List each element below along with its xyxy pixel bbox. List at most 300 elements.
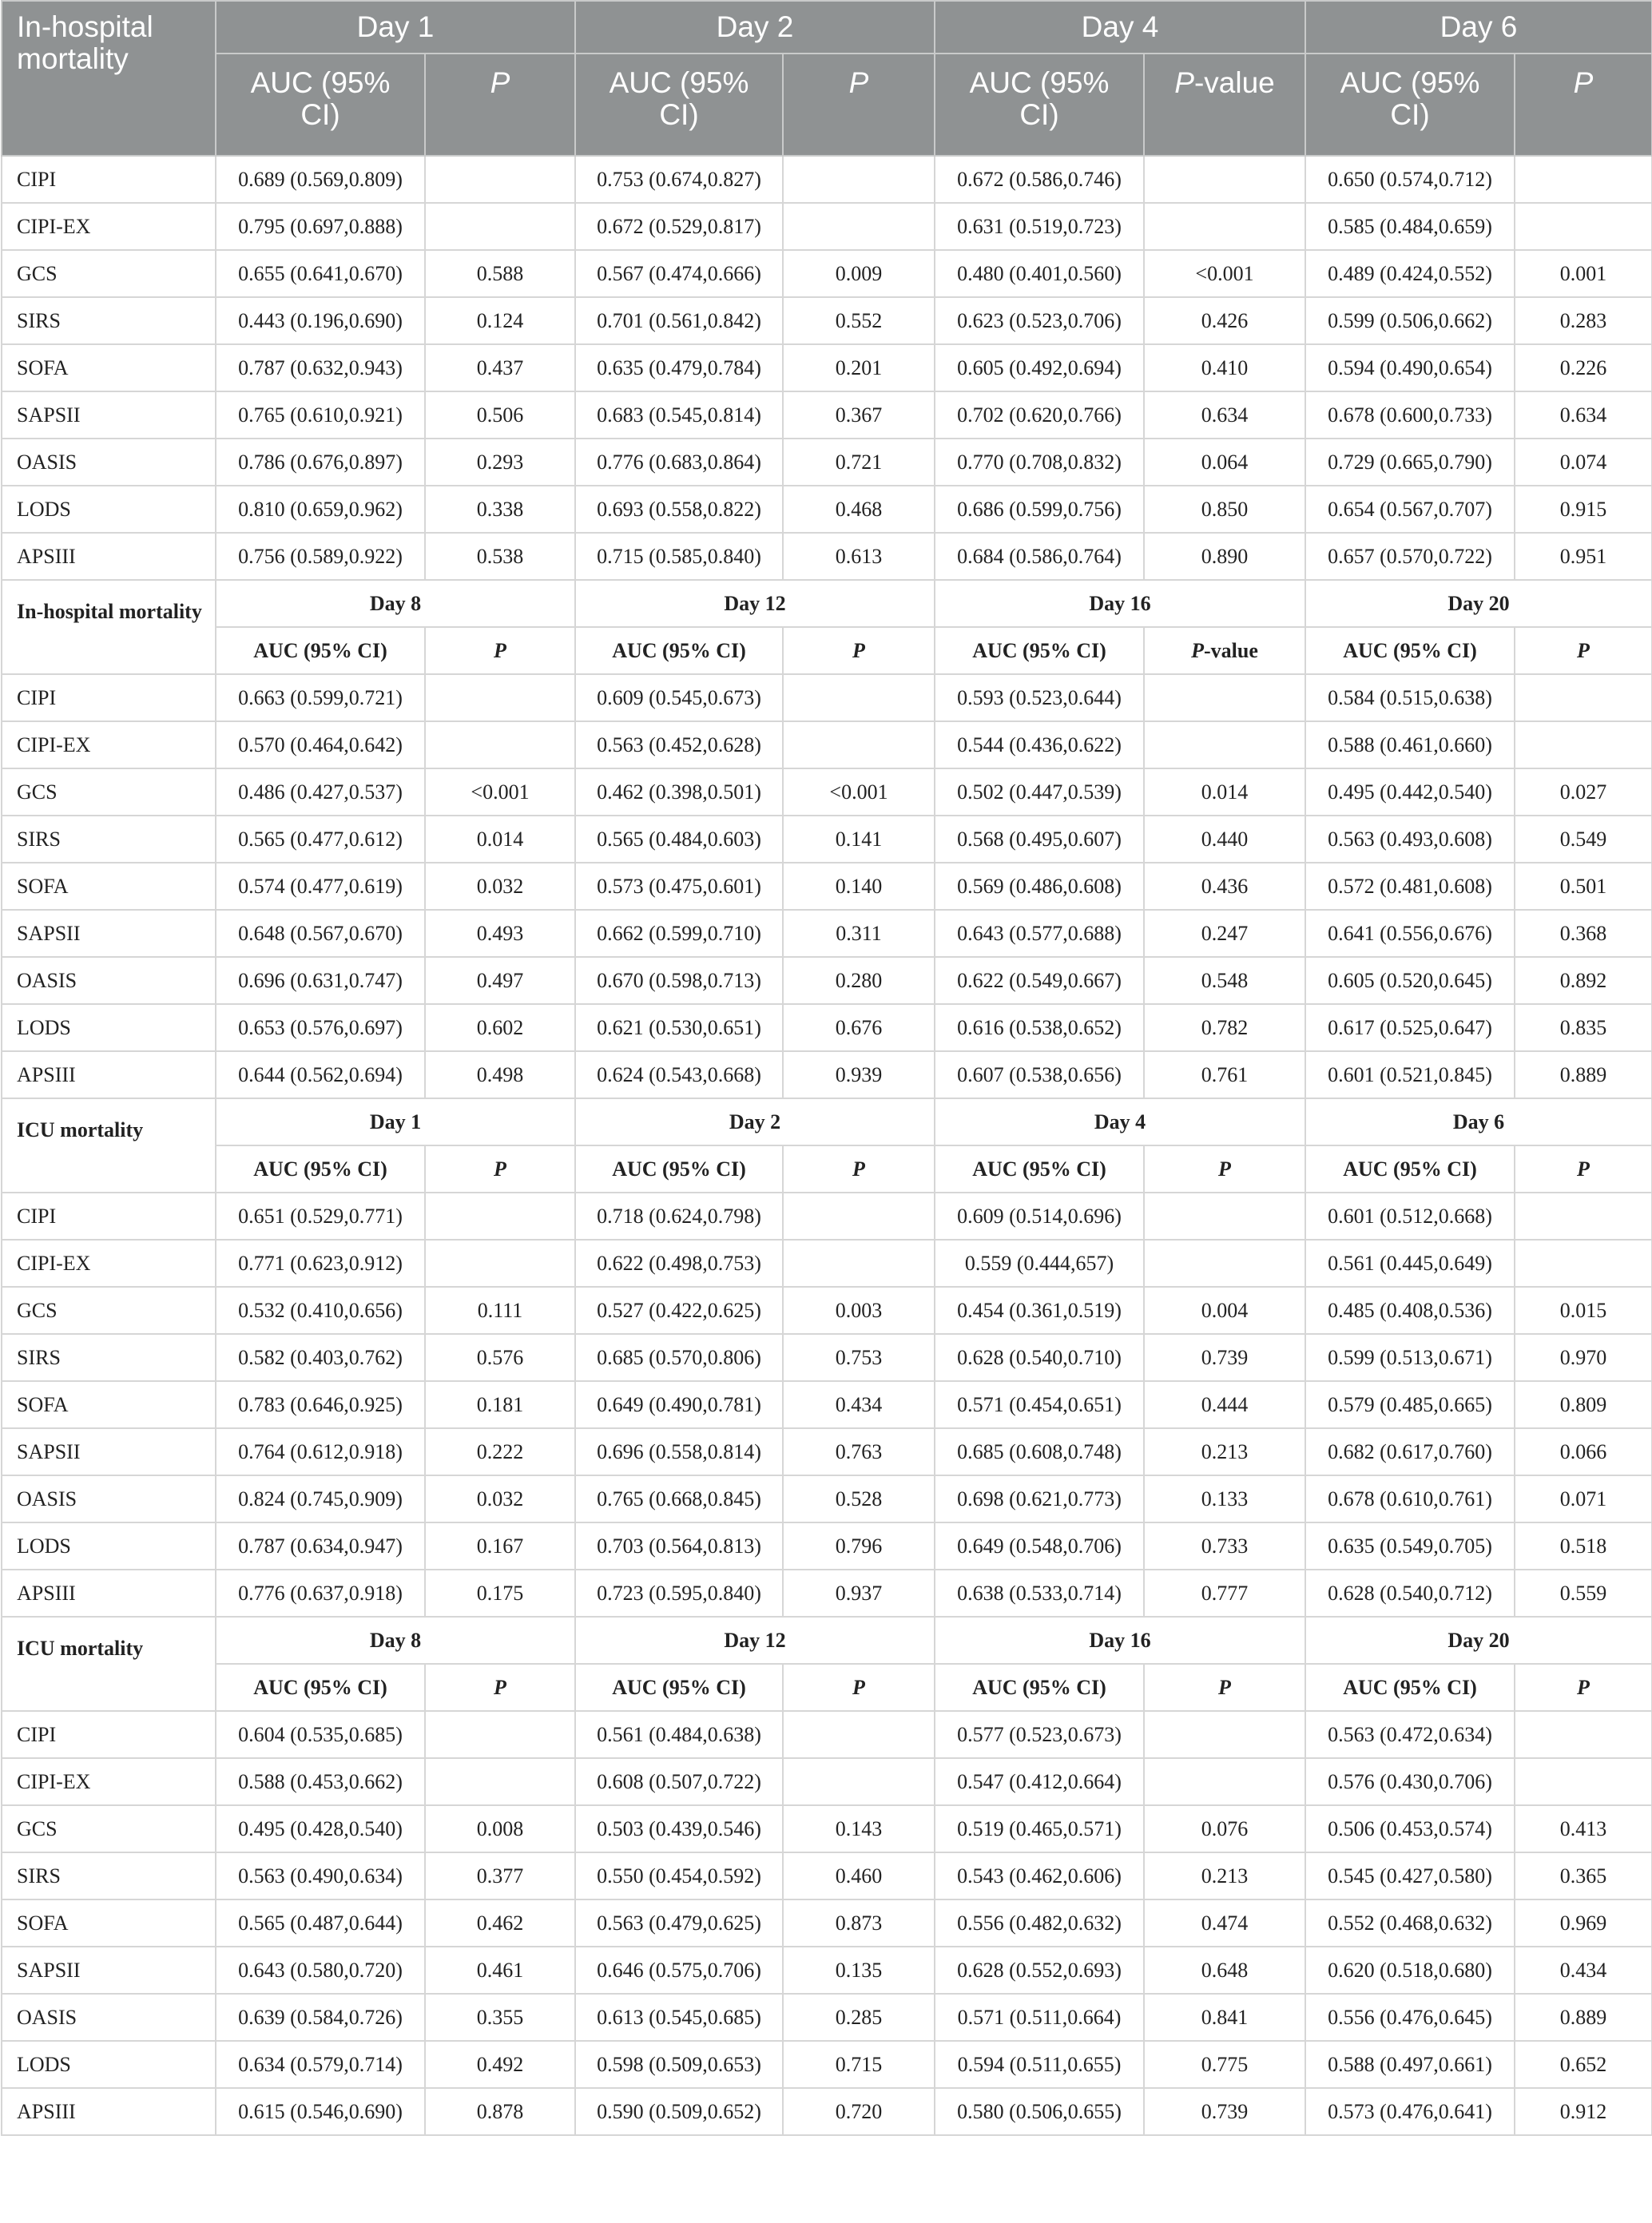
section-auc-label: AUC (95% CI) bbox=[935, 1145, 1144, 1193]
header-auc: AUC (95% CI) bbox=[1305, 54, 1515, 156]
table-row bbox=[2, 1193, 1652, 1240]
section-p-label: P bbox=[425, 1664, 575, 1711]
p-value: 0.552 bbox=[783, 297, 935, 344]
auc-value: 0.639 (0.584,0.726) bbox=[216, 1994, 425, 2041]
table-body bbox=[2, 156, 1652, 2135]
p-value: 0.889 bbox=[1515, 1994, 1652, 2041]
p-value: 0.915 bbox=[1515, 486, 1652, 533]
p-value bbox=[1144, 1758, 1305, 1805]
metric-name: APSIII bbox=[2, 1570, 216, 1617]
auc-value: 0.643 (0.580,0.720) bbox=[216, 1947, 425, 1994]
auc-value: 0.495 (0.428,0.540) bbox=[216, 1805, 425, 1852]
metric-name: LODS bbox=[2, 1004, 216, 1051]
header-day: Day 6 bbox=[1305, 1, 1652, 54]
p-value: 0.634 bbox=[1515, 391, 1652, 439]
section-auc-label: AUC (95% CI) bbox=[216, 1664, 425, 1711]
p-value bbox=[425, 1193, 575, 1240]
section-title: ICU mortality bbox=[2, 1098, 216, 1193]
p-value bbox=[783, 156, 935, 203]
auc-value: 0.689 (0.569,0.809) bbox=[216, 156, 425, 203]
p-value: 0.939 bbox=[783, 1051, 935, 1098]
auc-value: 0.683 (0.545,0.814) bbox=[575, 391, 783, 439]
auc-value: 0.568 (0.495,0.607) bbox=[935, 816, 1144, 863]
p-value: 0.588 bbox=[425, 250, 575, 297]
p-value: 0.426 bbox=[1144, 297, 1305, 344]
auc-value: 0.604 (0.535,0.685) bbox=[216, 1711, 425, 1758]
auc-value: 0.547 (0.412,0.664) bbox=[935, 1758, 1144, 1805]
auc-value: 0.634 (0.579,0.714) bbox=[216, 2041, 425, 2088]
p-value bbox=[1515, 1758, 1652, 1805]
section-p-label: P bbox=[425, 627, 575, 674]
metric-name: SAPSII bbox=[2, 910, 216, 957]
table-row bbox=[2, 439, 1652, 486]
auc-value: 0.609 (0.545,0.673) bbox=[575, 674, 783, 721]
auc-value: 0.567 (0.474,0.666) bbox=[575, 250, 783, 297]
p-value: 0.032 bbox=[425, 863, 575, 910]
p-value bbox=[783, 1193, 935, 1240]
metric-name: SAPSII bbox=[2, 1428, 216, 1475]
p-value: 0.133 bbox=[1144, 1475, 1305, 1522]
auc-value: 0.616 (0.538,0.652) bbox=[935, 1004, 1144, 1051]
p-value: 0.841 bbox=[1144, 1994, 1305, 2041]
auc-value: 0.486 (0.427,0.537) bbox=[216, 768, 425, 816]
p-value: 0.461 bbox=[425, 1947, 575, 1994]
p-value: 0.613 bbox=[783, 533, 935, 580]
p-value: 0.937 bbox=[783, 1570, 935, 1617]
p-value: 0.222 bbox=[425, 1428, 575, 1475]
p-value: 0.338 bbox=[425, 486, 575, 533]
p-value: 0.003 bbox=[783, 1287, 935, 1334]
section-header-columns bbox=[2, 1664, 1652, 1711]
p-value: 0.071 bbox=[1515, 1475, 1652, 1522]
table-row bbox=[2, 1852, 1652, 1899]
auc-value: 0.532 (0.410,0.656) bbox=[216, 1287, 425, 1334]
auc-value: 0.561 (0.445,0.649) bbox=[1305, 1240, 1515, 1287]
p-value: 0.549 bbox=[1515, 816, 1652, 863]
metric-name: CIPI bbox=[2, 1711, 216, 1758]
auc-value: 0.563 (0.452,0.628) bbox=[575, 721, 783, 768]
p-value: 0.912 bbox=[1515, 2088, 1652, 2135]
section-auc-label: AUC (95% CI) bbox=[216, 1145, 425, 1193]
auc-value: 0.572 (0.481,0.608) bbox=[1305, 863, 1515, 910]
section-auc-label: AUC (95% CI) bbox=[935, 1664, 1144, 1711]
auc-value: 0.686 (0.599,0.756) bbox=[935, 486, 1144, 533]
p-value: 0.001 bbox=[1515, 250, 1652, 297]
auc-value: 0.573 (0.475,0.601) bbox=[575, 863, 783, 910]
p-value: 0.782 bbox=[1144, 1004, 1305, 1051]
auc-value: 0.565 (0.487,0.644) bbox=[216, 1899, 425, 1947]
section-day: Day 12 bbox=[575, 580, 935, 627]
header-row-label: In-hospital mortality bbox=[2, 1, 216, 156]
auc-value: 0.631 (0.519,0.723) bbox=[935, 203, 1144, 250]
header-auc: AUC (95% CI) bbox=[216, 54, 425, 156]
section-auc-label: AUC (95% CI) bbox=[1305, 1145, 1515, 1193]
auc-value: 0.628 (0.552,0.693) bbox=[935, 1947, 1144, 1994]
section-auc-label: AUC (95% CI) bbox=[216, 627, 425, 674]
metric-name: APSIII bbox=[2, 533, 216, 580]
section-auc-label: AUC (95% CI) bbox=[575, 1145, 783, 1193]
p-value bbox=[1144, 1711, 1305, 1758]
p-value bbox=[425, 721, 575, 768]
auc-value: 0.574 (0.477,0.619) bbox=[216, 863, 425, 910]
auc-value: 0.776 (0.637,0.918) bbox=[216, 1570, 425, 1617]
auc-value: 0.787 (0.632,0.943) bbox=[216, 344, 425, 391]
auc-value: 0.556 (0.476,0.645) bbox=[1305, 1994, 1515, 2041]
p-value: 0.763 bbox=[783, 1428, 935, 1475]
metric-name: OASIS bbox=[2, 1994, 216, 2041]
auc-value: 0.607 (0.538,0.656) bbox=[935, 1051, 1144, 1098]
p-value bbox=[1144, 156, 1305, 203]
section-day: Day 6 bbox=[1305, 1098, 1652, 1145]
auc-value: 0.643 (0.577,0.688) bbox=[935, 910, 1144, 957]
p-value: 0.538 bbox=[425, 533, 575, 580]
auc-value: 0.582 (0.403,0.762) bbox=[216, 1334, 425, 1381]
p-value: 0.501 bbox=[1515, 863, 1652, 910]
metric-name: CIPI-EX bbox=[2, 1240, 216, 1287]
section-title: In-hospital mortality bbox=[2, 580, 216, 674]
section-auc-label: AUC (95% CI) bbox=[935, 627, 1144, 674]
p-value: 0.739 bbox=[1144, 2088, 1305, 2135]
auc-value: 0.443 (0.196,0.690) bbox=[216, 297, 425, 344]
p-value: 0.474 bbox=[1144, 1899, 1305, 1947]
auc-value: 0.590 (0.509,0.652) bbox=[575, 2088, 783, 2135]
auc-value: 0.454 (0.361,0.519) bbox=[935, 1287, 1144, 1334]
p-value: 0.634 bbox=[1144, 391, 1305, 439]
table-row bbox=[2, 957, 1652, 1004]
auc-value: 0.685 (0.608,0.748) bbox=[935, 1428, 1144, 1475]
p-value: 0.175 bbox=[425, 1570, 575, 1617]
p-value: 0.247 bbox=[1144, 910, 1305, 957]
auc-value: 0.715 (0.585,0.840) bbox=[575, 533, 783, 580]
table-row bbox=[2, 816, 1652, 863]
auc-value: 0.787 (0.634,0.947) bbox=[216, 1522, 425, 1570]
p-value: 0.008 bbox=[425, 1805, 575, 1852]
p-value: 0.064 bbox=[1144, 439, 1305, 486]
auc-value: 0.480 (0.401,0.560) bbox=[935, 250, 1144, 297]
p-value: 0.201 bbox=[783, 344, 935, 391]
p-value bbox=[1144, 1193, 1305, 1240]
metric-name: OASIS bbox=[2, 1475, 216, 1522]
auc-value: 0.599 (0.506,0.662) bbox=[1305, 297, 1515, 344]
p-value: 0.413 bbox=[1515, 1805, 1652, 1852]
auc-value: 0.608 (0.507,0.722) bbox=[575, 1758, 783, 1805]
auc-value: 0.506 (0.453,0.574) bbox=[1305, 1805, 1515, 1852]
auc-value: 0.776 (0.683,0.864) bbox=[575, 439, 783, 486]
table-row bbox=[2, 1381, 1652, 1428]
auc-value: 0.580 (0.506,0.655) bbox=[935, 2088, 1144, 2135]
auc-value: 0.622 (0.549,0.667) bbox=[935, 957, 1144, 1004]
p-value bbox=[1515, 721, 1652, 768]
metric-name: CIPI-EX bbox=[2, 203, 216, 250]
header-auc: AUC (95% CI) bbox=[575, 54, 783, 156]
table-row bbox=[2, 1004, 1652, 1051]
p-value bbox=[1515, 674, 1652, 721]
section-p-label: P bbox=[1515, 1664, 1652, 1711]
metric-name: SOFA bbox=[2, 1899, 216, 1947]
p-value: 0.066 bbox=[1515, 1428, 1652, 1475]
table-row bbox=[2, 863, 1652, 910]
p-value: 0.434 bbox=[783, 1381, 935, 1428]
header-p: P bbox=[1515, 54, 1652, 156]
p-value: 0.796 bbox=[783, 1522, 935, 1570]
auc-value: 0.621 (0.530,0.651) bbox=[575, 1004, 783, 1051]
auc-value: 0.561 (0.484,0.638) bbox=[575, 1711, 783, 1758]
table-row bbox=[2, 1711, 1652, 1758]
auc-value: 0.543 (0.462,0.606) bbox=[935, 1852, 1144, 1899]
p-value bbox=[783, 721, 935, 768]
p-value: 0.676 bbox=[783, 1004, 935, 1051]
auc-value: 0.824 (0.745,0.909) bbox=[216, 1475, 425, 1522]
p-value bbox=[1515, 1711, 1652, 1758]
auc-value: 0.765 (0.610,0.921) bbox=[216, 391, 425, 439]
metric-name: OASIS bbox=[2, 439, 216, 486]
section-title: ICU mortality bbox=[2, 1617, 216, 1711]
metric-name: SIRS bbox=[2, 816, 216, 863]
table-row bbox=[2, 250, 1652, 297]
p-value: 0.444 bbox=[1144, 1381, 1305, 1428]
auc-value: 0.810 (0.659,0.962) bbox=[216, 486, 425, 533]
auc-value: 0.613 (0.545,0.685) bbox=[575, 1994, 783, 2041]
header-row-days bbox=[2, 1, 1652, 54]
auc-value: 0.584 (0.515,0.638) bbox=[1305, 674, 1515, 721]
auc-value: 0.605 (0.492,0.694) bbox=[935, 344, 1144, 391]
p-value bbox=[425, 156, 575, 203]
auc-value: 0.588 (0.497,0.661) bbox=[1305, 2041, 1515, 2088]
table-row bbox=[2, 344, 1652, 391]
p-value: 0.648 bbox=[1144, 1947, 1305, 1994]
auc-value: 0.628 (0.540,0.710) bbox=[935, 1334, 1144, 1381]
auc-value: 0.544 (0.436,0.622) bbox=[935, 721, 1144, 768]
auc-value: 0.672 (0.529,0.817) bbox=[575, 203, 783, 250]
p-value: 0.576 bbox=[425, 1334, 575, 1381]
p-value: 0.311 bbox=[783, 910, 935, 957]
p-value bbox=[425, 1758, 575, 1805]
p-value: 0.715 bbox=[783, 2041, 935, 2088]
auc-value: 0.545 (0.427,0.580) bbox=[1305, 1852, 1515, 1899]
auc-value: 0.701 (0.561,0.842) bbox=[575, 297, 783, 344]
header-p: P-value bbox=[1144, 54, 1305, 156]
auc-value: 0.771 (0.623,0.912) bbox=[216, 1240, 425, 1287]
p-value: 0.111 bbox=[425, 1287, 575, 1334]
metric-name: CIPI-EX bbox=[2, 1758, 216, 1805]
p-value: 0.878 bbox=[425, 2088, 575, 2135]
auc-value: 0.678 (0.610,0.761) bbox=[1305, 1475, 1515, 1522]
p-value: 0.367 bbox=[783, 391, 935, 439]
section-day: Day 12 bbox=[575, 1617, 935, 1664]
auc-value: 0.462 (0.398,0.501) bbox=[575, 768, 783, 816]
table-row bbox=[2, 156, 1652, 203]
metric-name: CIPI bbox=[2, 1193, 216, 1240]
table-row bbox=[2, 203, 1652, 250]
metric-name: APSIII bbox=[2, 2088, 216, 2135]
auc-value: 0.670 (0.598,0.713) bbox=[575, 957, 783, 1004]
p-value bbox=[1515, 156, 1652, 203]
section-p-label: P bbox=[1515, 1145, 1652, 1193]
auc-value: 0.563 (0.493,0.608) bbox=[1305, 816, 1515, 863]
auc-value: 0.753 (0.674,0.827) bbox=[575, 156, 783, 203]
p-value: 0.775 bbox=[1144, 2041, 1305, 2088]
metric-name: SOFA bbox=[2, 1381, 216, 1428]
auc-value: 0.628 (0.540,0.712) bbox=[1305, 1570, 1515, 1617]
p-value: 0.873 bbox=[783, 1899, 935, 1947]
p-value: 0.559 bbox=[1515, 1570, 1652, 1617]
p-value: 0.434 bbox=[1515, 1947, 1652, 1994]
p-value bbox=[1144, 203, 1305, 250]
auc-value: 0.576 (0.430,0.706) bbox=[1305, 1758, 1515, 1805]
p-value: <0.001 bbox=[1144, 250, 1305, 297]
section-day: Day 4 bbox=[935, 1098, 1305, 1145]
metric-name: APSIII bbox=[2, 1051, 216, 1098]
p-value: 0.602 bbox=[425, 1004, 575, 1051]
auc-value: 0.609 (0.514,0.696) bbox=[935, 1193, 1144, 1240]
section-day: Day 2 bbox=[575, 1098, 935, 1145]
auc-value: 0.565 (0.477,0.612) bbox=[216, 816, 425, 863]
auc-value: 0.663 (0.599,0.721) bbox=[216, 674, 425, 721]
auc-value: 0.615 (0.546,0.690) bbox=[216, 2088, 425, 2135]
metric-name: SIRS bbox=[2, 1334, 216, 1381]
p-value: 0.141 bbox=[783, 816, 935, 863]
auc-value: 0.651 (0.529,0.771) bbox=[216, 1193, 425, 1240]
table-row bbox=[2, 721, 1652, 768]
auc-value: 0.783 (0.646,0.925) bbox=[216, 1381, 425, 1428]
p-value: 0.014 bbox=[425, 816, 575, 863]
p-value: 0.283 bbox=[1515, 297, 1652, 344]
auc-value: 0.698 (0.621,0.773) bbox=[935, 1475, 1144, 1522]
metric-name: CIPI bbox=[2, 674, 216, 721]
auc-value: 0.702 (0.620,0.766) bbox=[935, 391, 1144, 439]
auc-value: 0.685 (0.570,0.806) bbox=[575, 1334, 783, 1381]
section-auc-label: AUC (95% CI) bbox=[1305, 627, 1515, 674]
auc-value: 0.672 (0.586,0.746) bbox=[935, 156, 1144, 203]
p-value: 0.460 bbox=[783, 1852, 935, 1899]
metric-name: GCS bbox=[2, 1287, 216, 1334]
auc-value: 0.489 (0.424,0.552) bbox=[1305, 250, 1515, 297]
header-row-columns bbox=[2, 54, 1652, 156]
auc-value: 0.655 (0.641,0.670) bbox=[216, 250, 425, 297]
auc-value: 0.594 (0.511,0.655) bbox=[935, 2041, 1144, 2088]
p-value: 0.293 bbox=[425, 439, 575, 486]
p-value: 0.652 bbox=[1515, 2041, 1652, 2088]
p-value: 0.528 bbox=[783, 1475, 935, 1522]
p-value: 0.167 bbox=[425, 1522, 575, 1570]
section-header-days bbox=[2, 1617, 1652, 1664]
header-p: P bbox=[425, 54, 575, 156]
table-row bbox=[2, 297, 1652, 344]
auc-value: 0.570 (0.464,0.642) bbox=[216, 721, 425, 768]
auc-value: 0.723 (0.595,0.840) bbox=[575, 1570, 783, 1617]
metric-name: SAPSII bbox=[2, 391, 216, 439]
p-value bbox=[425, 1240, 575, 1287]
auc-value: 0.599 (0.513,0.671) bbox=[1305, 1334, 1515, 1381]
section-day: Day 20 bbox=[1305, 580, 1652, 627]
section-header-columns bbox=[2, 1145, 1652, 1193]
auc-value: 0.573 (0.476,0.641) bbox=[1305, 2088, 1515, 2135]
p-value: 0.761 bbox=[1144, 1051, 1305, 1098]
auc-value: 0.786 (0.676,0.897) bbox=[216, 439, 425, 486]
p-value bbox=[1144, 1240, 1305, 1287]
auc-value: 0.644 (0.562,0.694) bbox=[216, 1051, 425, 1098]
table-row bbox=[2, 1334, 1652, 1381]
auc-comparison-table bbox=[1, 0, 1652, 2136]
p-value: 0.462 bbox=[425, 1899, 575, 1947]
table-row bbox=[2, 1947, 1652, 1994]
section-p-label: P bbox=[1144, 1145, 1305, 1193]
section-p-label: P bbox=[783, 1145, 935, 1193]
metric-name: SOFA bbox=[2, 863, 216, 910]
table-row bbox=[2, 1994, 1652, 2041]
p-value bbox=[783, 203, 935, 250]
section-p-label: P bbox=[783, 1664, 935, 1711]
table-row bbox=[2, 1758, 1652, 1805]
p-value: 0.014 bbox=[1144, 768, 1305, 816]
section-p-label: P bbox=[1515, 627, 1652, 674]
auc-value: 0.696 (0.558,0.814) bbox=[575, 1428, 783, 1475]
p-value: 0.492 bbox=[425, 2041, 575, 2088]
auc-value: 0.684 (0.586,0.764) bbox=[935, 533, 1144, 580]
metric-name: SAPSII bbox=[2, 1947, 216, 1994]
auc-value: 0.556 (0.482,0.632) bbox=[935, 1899, 1144, 1947]
auc-value: 0.622 (0.498,0.753) bbox=[575, 1240, 783, 1287]
table-row bbox=[2, 1428, 1652, 1475]
p-value: 0.280 bbox=[783, 957, 935, 1004]
auc-value: 0.693 (0.558,0.822) bbox=[575, 486, 783, 533]
auc-value: 0.598 (0.509,0.653) bbox=[575, 2041, 783, 2088]
p-value: 0.355 bbox=[425, 1994, 575, 2041]
auc-value: 0.605 (0.520,0.645) bbox=[1305, 957, 1515, 1004]
metric-name: GCS bbox=[2, 250, 216, 297]
section-header-days bbox=[2, 1098, 1652, 1145]
table-row bbox=[2, 486, 1652, 533]
p-value bbox=[1515, 1240, 1652, 1287]
p-value: 0.835 bbox=[1515, 1004, 1652, 1051]
p-value: 0.074 bbox=[1515, 439, 1652, 486]
auc-value: 0.641 (0.556,0.676) bbox=[1305, 910, 1515, 957]
section-day: Day 16 bbox=[935, 580, 1305, 627]
auc-value: 0.503 (0.439,0.546) bbox=[575, 1805, 783, 1852]
p-value: 0.004 bbox=[1144, 1287, 1305, 1334]
auc-value: 0.594 (0.490,0.654) bbox=[1305, 344, 1515, 391]
p-value bbox=[783, 1711, 935, 1758]
auc-value: 0.623 (0.523,0.706) bbox=[935, 297, 1144, 344]
table-row bbox=[2, 1475, 1652, 1522]
auc-value: 0.624 (0.543,0.668) bbox=[575, 1051, 783, 1098]
p-value: 0.951 bbox=[1515, 533, 1652, 580]
auc-value: 0.527 (0.422,0.625) bbox=[575, 1287, 783, 1334]
table-row bbox=[2, 2088, 1652, 2135]
metric-name: GCS bbox=[2, 768, 216, 816]
auc-value: 0.649 (0.548,0.706) bbox=[935, 1522, 1144, 1570]
auc-value: 0.646 (0.575,0.706) bbox=[575, 1947, 783, 1994]
auc-value: 0.601 (0.512,0.668) bbox=[1305, 1193, 1515, 1240]
p-value: 0.970 bbox=[1515, 1334, 1652, 1381]
auc-value: 0.563 (0.490,0.634) bbox=[216, 1852, 425, 1899]
auc-value: 0.585 (0.484,0.659) bbox=[1305, 203, 1515, 250]
auc-value: 0.620 (0.518,0.680) bbox=[1305, 1947, 1515, 1994]
auc-value: 0.565 (0.484,0.603) bbox=[575, 816, 783, 863]
p-value: 0.377 bbox=[425, 1852, 575, 1899]
auc-value: 0.729 (0.665,0.790) bbox=[1305, 439, 1515, 486]
auc-value: 0.601 (0.521,0.845) bbox=[1305, 1051, 1515, 1098]
section-day: Day 8 bbox=[216, 1617, 575, 1664]
auc-value: 0.682 (0.617,0.760) bbox=[1305, 1428, 1515, 1475]
auc-value: 0.569 (0.486,0.608) bbox=[935, 863, 1144, 910]
p-value bbox=[783, 1240, 935, 1287]
table-row bbox=[2, 1287, 1652, 1334]
auc-value: 0.571 (0.454,0.651) bbox=[935, 1381, 1144, 1428]
section-header-days bbox=[2, 580, 1652, 627]
section-day: Day 16 bbox=[935, 1617, 1305, 1664]
p-value: 0.969 bbox=[1515, 1899, 1652, 1947]
